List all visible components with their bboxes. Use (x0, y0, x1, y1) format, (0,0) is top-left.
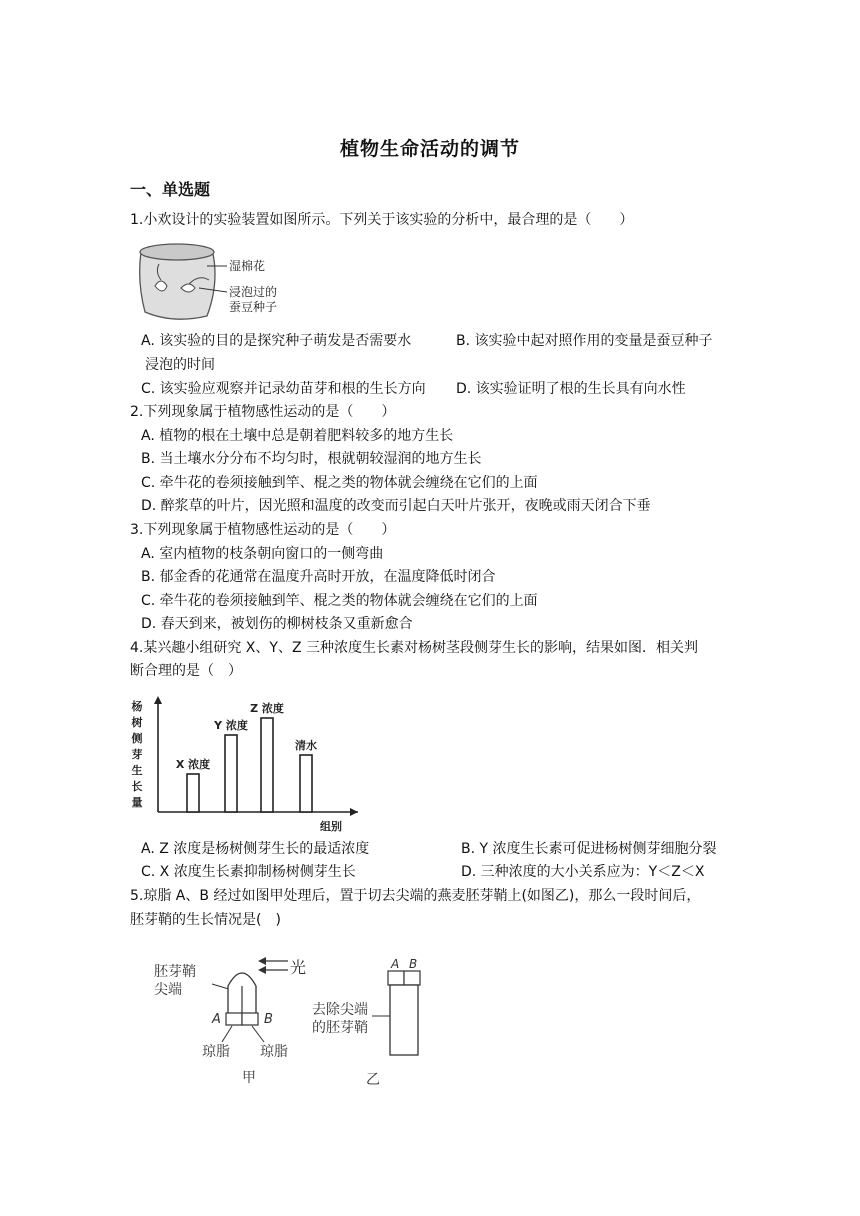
question-5-figure (140, 946, 440, 1092)
question-2-option-a[interactable]: A. 植物的根在土壤中总是朝着肥料较多的地方生长 (141, 428, 454, 444)
agar-block-a2 (388, 971, 404, 985)
question-3-stem: 3.下列现象属于植物感性运动的是（ ） (130, 522, 396, 538)
chart-bar-label: Y 浓度 (214, 719, 248, 732)
question-3-option-c[interactable]: C. 牵牛花的卷须接触到竿、棍之类的物体就会缠绕在它们的上面 (141, 593, 538, 609)
question-3-option-d[interactable]: D. 春天到来，被划伤的柳树枝条又重新愈合 (141, 616, 413, 632)
chart-bar-label: 清水 (295, 739, 317, 752)
question-5-stem-line-2: 胚芽鞘的生长情况是( ) (130, 912, 281, 928)
label-jia: 甲 (242, 1070, 256, 1086)
chart-bar (300, 755, 312, 812)
label-light: 光 (290, 958, 307, 977)
question-1-option-b-continued: 浸泡的时间 (145, 357, 215, 373)
question-2-option-c[interactable]: C. 牵牛花的卷须接触到竿、棍之类的物体就会缠绕在它们的上面 (141, 475, 538, 491)
chart-y-label-char: 杨 (131, 700, 143, 713)
question-1-option-a[interactable]: A. 该实验的目的是探究种子萌发是否需要水 (141, 333, 412, 349)
label-tip-1: 胚芽鞘 (154, 964, 196, 980)
label-seed-1: 浸泡过的 (229, 285, 278, 299)
label-seed-2: 蚕豆种子 (229, 300, 278, 314)
chart-y-label-char: 量 (131, 796, 143, 809)
question-1-stem: 1.小欢设计的实验装置如图所示。下列关于该实验的分析中，最合理的是（ ） (130, 212, 634, 228)
decapitated-coleoptile (390, 985, 418, 1055)
label-b2: B (409, 957, 418, 971)
label-cut-2: 的胚芽鞘 (312, 1020, 368, 1036)
chart-bar (261, 718, 273, 812)
question-1-option-d[interactable]: D. 该实验证明了根的生长具有向水性 (456, 381, 686, 397)
question-2-stem: 2.下列现象属于植物感性运动的是（ ） (130, 404, 396, 420)
chart-y-label-char: 芽 (131, 748, 143, 761)
label-agar-right: 琼脂 (260, 1044, 288, 1060)
question-4-option-c[interactable]: C. X 浓度生长素抑制杨树侧芽生长 (141, 864, 356, 880)
question-3-option-a[interactable]: A. 室内植物的枝条朝向窗口的一侧弯曲 (141, 546, 384, 562)
question-4-bar-chart (128, 694, 368, 832)
question-2-option-b[interactable]: B. 当土壤水分分布不均匀时，根就朝较湿润的地方生长 (141, 451, 482, 467)
label-a2: A (391, 957, 400, 971)
label-tip-2: 尖端 (154, 982, 182, 998)
label-wet-cotton: 湿棉花 (229, 259, 266, 273)
chart-bar-label: X 浓度 (175, 758, 211, 771)
chart-y-axis-arrow (154, 696, 162, 704)
question-4-option-b[interactable]: B. Y 浓度生长素可促进杨树侧芽细胞分裂 (461, 841, 717, 857)
label-a: A (212, 1012, 221, 1027)
chart-x-label: 组别 (320, 820, 342, 832)
question-4-option-d[interactable]: D. 三种浓度的大小关系应为：Y＜Z＜X (461, 864, 705, 880)
question-1-figure (133, 238, 293, 324)
chart-y-label-char: 生 (131, 764, 143, 777)
chart-y-label-char: 长 (131, 780, 143, 793)
agar-block-a (226, 1013, 242, 1025)
label-agar-left: 琼脂 (202, 1044, 230, 1060)
question-1-option-b[interactable]: B. 该实验中起对照作用的变量是蚕豆种子 (456, 333, 713, 349)
chart-bar (225, 735, 237, 812)
section-heading: 一、单选题 (130, 180, 211, 199)
chart-bar-label: Z 浓度 (250, 702, 284, 715)
chart-y-label-char: 树 (131, 716, 143, 729)
question-2-option-d[interactable]: D. 醉浆草的叶片，因光照和温度的改变而引起白天叶片张开，夜晚或雨天闭合下垂 (141, 498, 651, 514)
jar-rim (140, 244, 214, 260)
chart-bar (187, 774, 199, 812)
question-4-option-a[interactable]: A. Z 浓度是杨树侧芽生长的最适浓度 (141, 841, 370, 857)
chart-y-label-char: 侧 (131, 732, 143, 745)
question-3-option-b[interactable]: B. 郁金香的花通常在温度升高时开放，在温度降低时闭合 (141, 569, 496, 585)
label-b: B (264, 1012, 273, 1027)
label-cut-1: 去除尖端 (312, 1002, 368, 1018)
question-4-stem-line-1: 4.某兴趣小组研究 X、Y、Z 三种浓度生长素对杨树茎段侧芽生长的影响，结果如图．相关判 (130, 640, 698, 656)
label-yi: 乙 (366, 1072, 380, 1088)
question-5-stem-line-1: 5.琼脂 A、B 经过如图甲处理后，置于切去尖端的燕麦胚芽鞘上(如图乙)，那么一段时间后， (130, 888, 701, 904)
agar-block-b (242, 1013, 258, 1025)
question-1-option-c[interactable]: C. 该实验应观察并记录幼苗芽和根的生长方向 (141, 381, 426, 397)
chart-x-axis-arrow (350, 808, 358, 816)
question-4-stem-line-2: 断合理的是（ ） (130, 663, 242, 679)
page-title: 植物生命活动的调节 (339, 138, 520, 160)
agar-block-b2 (404, 971, 420, 985)
